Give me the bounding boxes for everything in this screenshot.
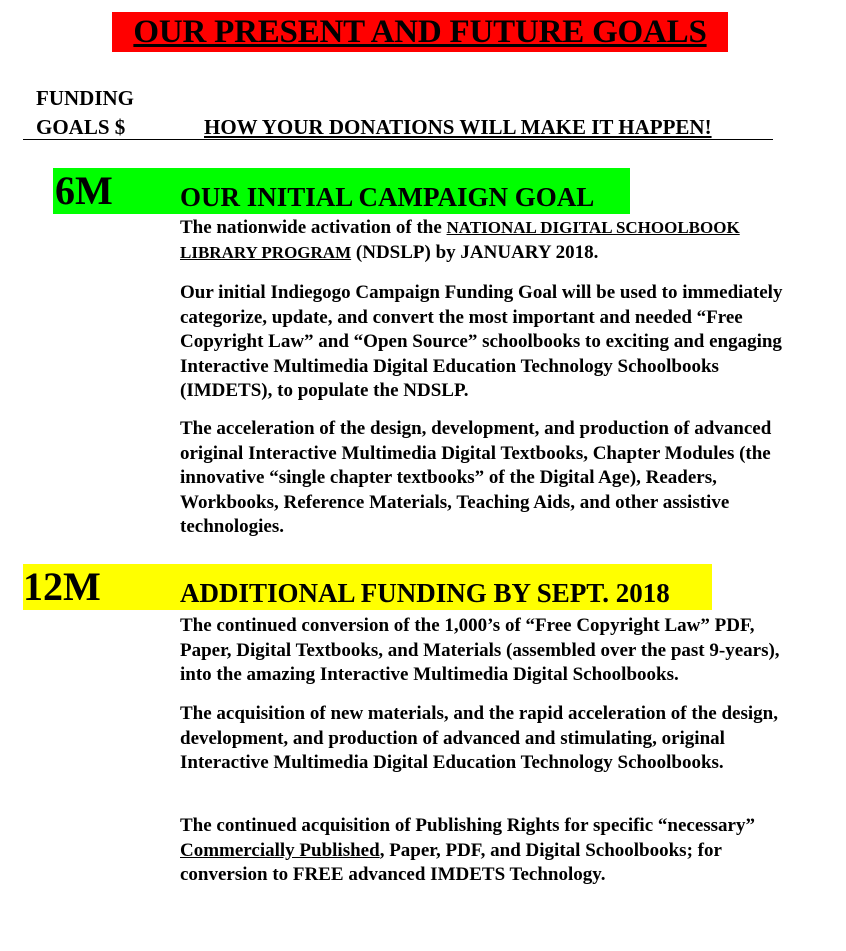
goal-12m-p3-text: The continued acquisition of Publishing Rights for specific “necessary” [180, 815, 755, 836]
commercially-published-text: Commercially Published [180, 839, 380, 861]
goal-6m-paragraph-1 [180, 216, 806, 265]
donations-column-header: HOW YOUR DONATIONS WILL MAKE IT HAPPEN! [204, 115, 712, 139]
goal-6m-p1-text: The nationwide activation of the [180, 217, 447, 238]
goal-6m-p1-text-end: (NDSLP) by JANUARY 2018. [351, 241, 599, 263]
funding-goals-column-header [36, 84, 134, 142]
funding-goals-header-line2: GOALS $ [36, 115, 126, 139]
goal-12m-paragraph-2: The acquisition of new materials, and the rapid acceleration of the design, development, and production of advanced and stimulating, original Interactive Multimedia Digital Education Technology Schoolbooks. [180, 703, 778, 773]
goal-12m-paragraph-3 [180, 814, 806, 888]
goal-12m-heading: ADDITIONAL FUNDING BY SEPT. 2018 [180, 578, 670, 608]
header-divider [23, 139, 773, 140]
goal-6m-paragraph-3: The acceleration of the design, development, and production of advanced original Interactive Multimedia Digital Textbooks, Chapter Modules (the innovative “single chapter textbooks” of the Digital Age), Readers, Workbooks, Reference Materials, Teaching Aids, and other assistive technologies. [180, 418, 772, 537]
goal-12m-amount: 12M [23, 564, 101, 609]
goal-6m-amount: 6M [55, 168, 113, 213]
funding-goals-header-line1: FUNDING [36, 86, 134, 110]
goal-6m-heading: OUR INITIAL CAMPAIGN GOAL [180, 182, 595, 212]
goal-12m-p3-text-end: , Paper, PDF, and Digital Schoolbooks; for conversion to FREE advanced IMDETS Technology. [180, 839, 722, 885]
ndslp-program-name: NATIONAL DIGITAL SCHOOLBOOK LIBRARY PROGRAM [180, 218, 740, 262]
goal-6m-paragraph-2: Our initial Indiegogo Campaign Funding Goal will be used to immediately categorize, update, and convert the most important and needed “Free Copyright Law” and “Open Source” schoolbooks to exciting and engaging Interactive Multimedia Digital Education Technology Schoolbooks (IMDETS), to populate the NDSLP. [180, 282, 783, 401]
goal-12m-paragraph-1: The continued conversion of the 1,000’s of “Free Copyright Law” PDF, Paper, Digital Textbooks, and Materials (assembled over the past 9-years), into the amazing Interactive Multimedia Digital Schoolbooks. [180, 615, 780, 685]
page-title: OUR PRESENT AND FUTURE GOALS [112, 12, 728, 52]
